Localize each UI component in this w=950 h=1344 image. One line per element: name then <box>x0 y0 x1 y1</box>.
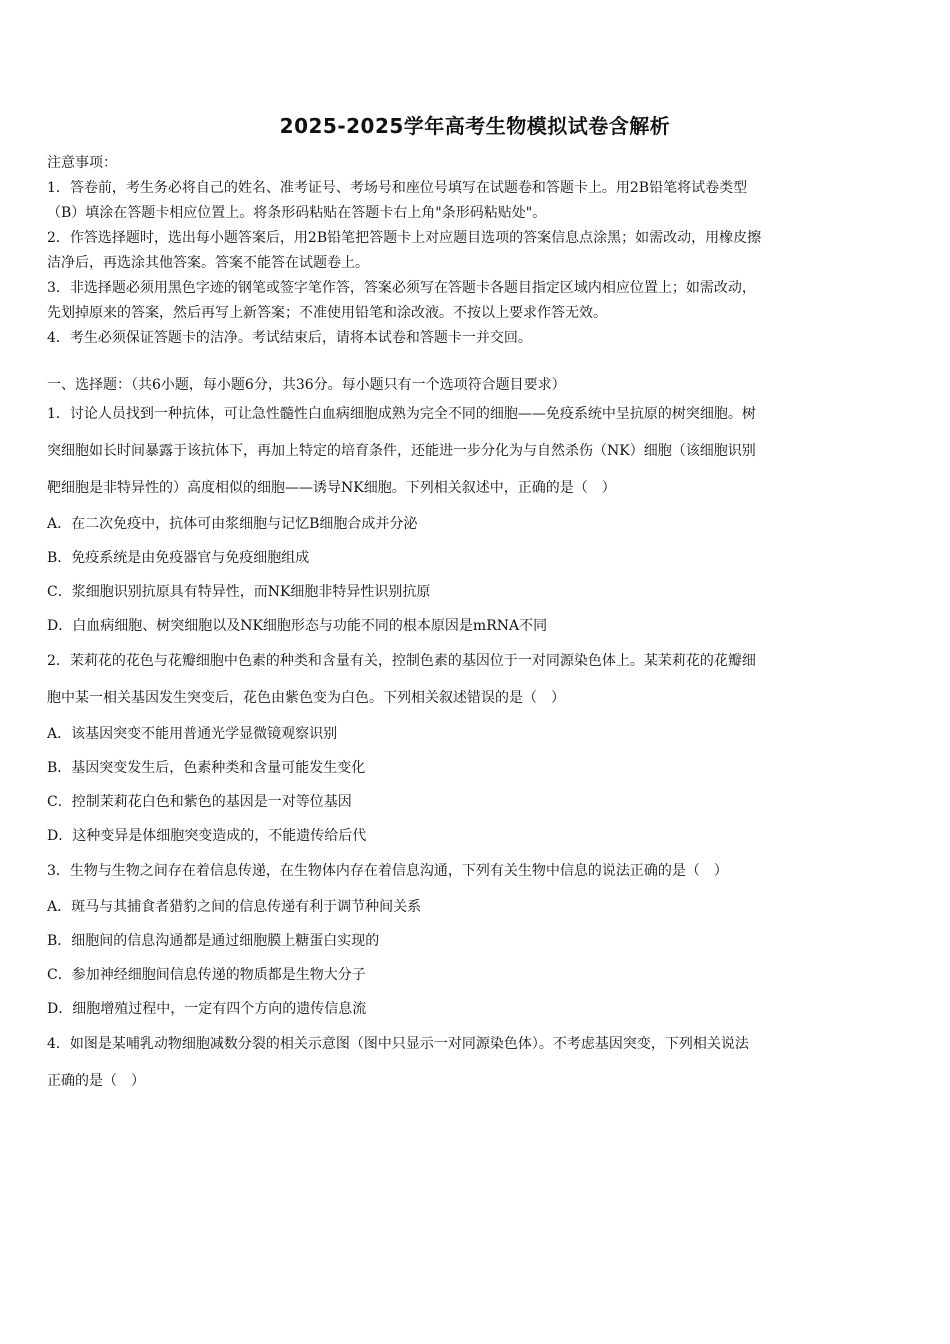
question-4-line-2: 正确的是（ ） <box>47 1073 145 1089</box>
choice-section <box>47 374 907 1100</box>
notice-item-2-line-2: 洁净后，再选涂其他答案。答案不能答在试题卷上。 <box>47 255 369 271</box>
notice-heading: 注意事项： <box>47 155 117 171</box>
question-4 <box>47 1026 907 1100</box>
notice-item-2-line-1: 2．作答选择题时，选出每小题答案后，用2B铅笔把答题卡上对应题目选项的答案信息点涂黑；如需改动，用橡皮擦 <box>47 230 762 246</box>
notice-item-4-line-1: 4．考生必须保证答题卡的洁净。考试结束后，请将本试卷和答题卡一并交回。 <box>47 330 532 346</box>
question-3-option-c: C．参加神经细胞间信息传递的物质都是生物大分子 <box>47 967 366 983</box>
question-2-option-a: A．该基因突变不能用普通光学显微镜观察识别 <box>47 726 338 742</box>
question-1-line-3: 靶细胞是非特异性的）高度相似的细胞——诱导NK细胞。下列相关叙述中，正确的是（ ） <box>47 480 616 496</box>
question-1-option-b: B．免疫系统是由免疫器官与免疫细胞组成 <box>47 550 310 566</box>
question-4-line-1: 4．如图是某哺乳动物细胞减数分裂的相关示意图（图中只显示一对同源染色体）。不考虑基因突变，下列相关说法 <box>47 1036 749 1052</box>
question-1-option-a: A．在二次免疫中，抗体可由浆细胞与记忆B细胞合成并分泌 <box>47 516 418 532</box>
question-3-line-1: 3．生物与生物之间存在着信息传递，在生物体内存在着信息沟通，下列有关生物中信息的说法正确的是（ ） <box>47 863 728 879</box>
question-3-option-b: B．细胞间的信息沟通都是通过细胞膜上糖蛋白实现的 <box>47 933 380 949</box>
question-1-line-1: 1．讨论人员找到一种抗体，可让急性髓性白血病细胞成熟为完全不同的细胞——免疫系统中呈抗原的树突细胞。树 <box>47 406 756 422</box>
question-3 <box>47 853 907 890</box>
section-heading: 一、选择题：（共6小题，每小题6分，共36分。每小题只有一个选项符合题目要求） <box>47 377 566 393</box>
question-2 <box>47 643 907 717</box>
question-2-option-b: B．基因突变发生后，色素种类和含量可能发生变化 <box>47 760 366 776</box>
notice-item-1-line-1: 1．答卷前，考生务必将自己的姓名、准考证号、考场号和座位号填写在试题卷和答题卡上。用2B铅笔将试卷类型 <box>47 180 748 196</box>
notice-item-3-line-2: 先划掉原来的答案，然后再写上新答案；不准使用铅笔和涂改液。不按以上要求作答无效。 <box>47 305 607 321</box>
question-2-option-d: D．这种变异是体细胞突变造成的，不能遗传给后代 <box>47 828 367 844</box>
question-1-option-c: C．浆细胞识别抗原具有特异性，而NK细胞非特异性识别抗原 <box>47 584 431 600</box>
question-1 <box>47 396 907 507</box>
notice-block <box>47 151 907 351</box>
question-3-option-d: D．细胞增殖过程中，一定有四个方向的遗传信息流 <box>47 1001 367 1017</box>
question-3-option-a: A．斑马与其捕食者猎豹之间的信息传递有利于调节种间关系 <box>47 899 422 915</box>
question-1-line-2: 突细胞如长时间暴露于该抗体下，再加上特定的培育条件，还能进一步分化为与自然杀伤（NK）细胞（该细胞识别 <box>47 443 756 459</box>
question-2-line-1: 2．茉莉花的花色与花瓣细胞中色素的种类和含量有关，控制色素的基因位于一对同源染色体上。某茉莉花的花瓣细 <box>47 653 756 669</box>
notice-item-3-line-1: 3．非选择题必须用黑色字迹的钢笔或签字笔作答，答案必须写在答题卡各题目指定区域内相应位置上；如需改动， <box>47 280 756 296</box>
question-1-option-d: D．白血病细胞、树突细胞以及NK细胞形态与功能不同的根本原因是mRNA不同 <box>47 618 548 634</box>
question-2-line-2: 胞中某一相关基因发生突变后，花色由紫色变为白色。下列相关叙述错误的是（ ） <box>47 690 565 706</box>
question-2-option-c: C．控制茉莉花白色和紫色的基因是一对等位基因 <box>47 794 352 810</box>
document-title: 2025-2025学年高考生物模拟试卷含解析 <box>279 114 671 138</box>
notice-item-1-line-2: （B）填涂在答题卡相应位置上。将条形码粘贴在答题卡右上角"条形码粘贴处"。 <box>47 205 547 221</box>
